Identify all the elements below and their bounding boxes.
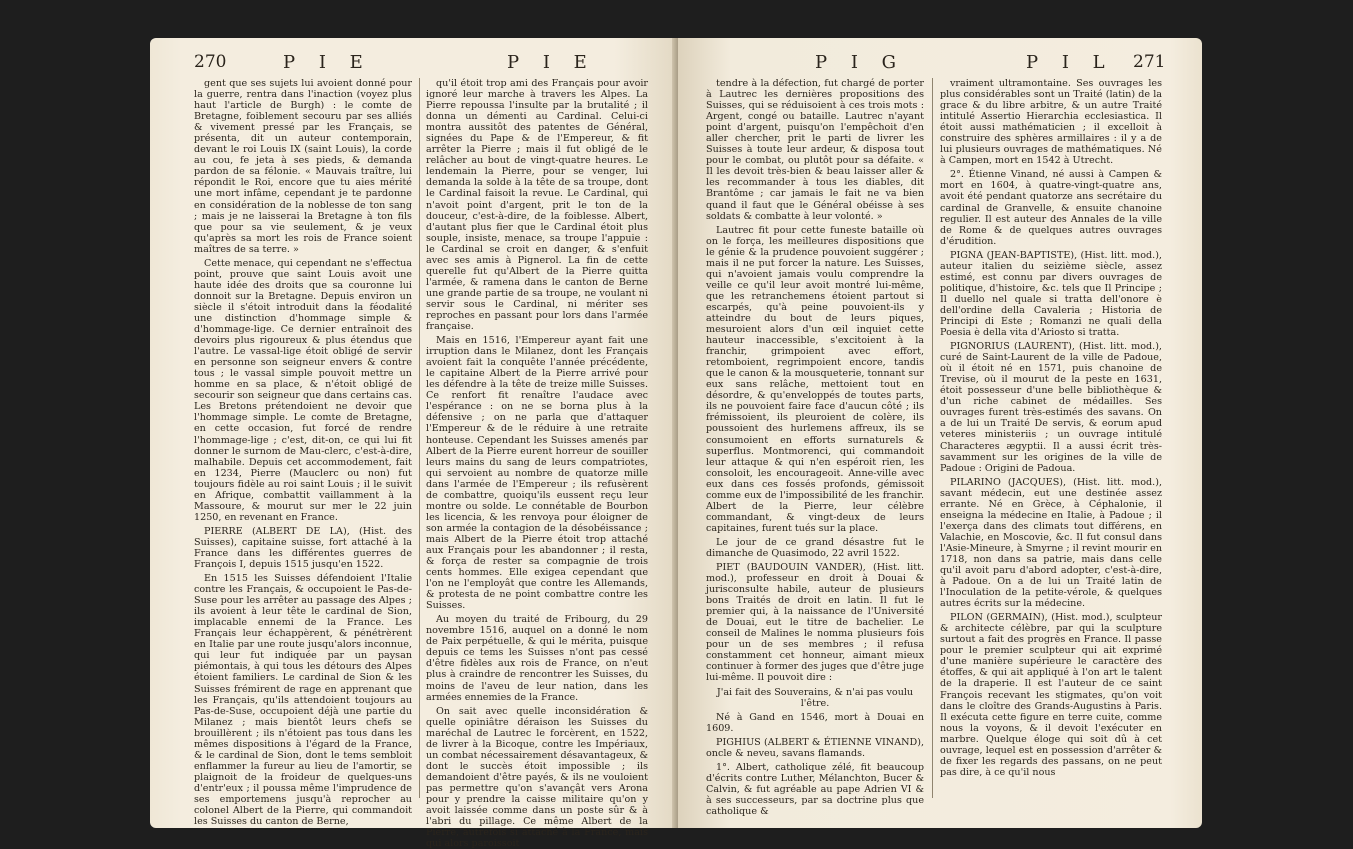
right-page-header	[678, 52, 1202, 78]
paragraph: Le jour de ce grand désastre fut le dimanche de Quasimodo, 22 avril 1522.	[706, 536, 924, 559]
left-page-number: 270	[194, 52, 227, 72]
right-page-number: 271	[1133, 52, 1166, 72]
right-running-head-2: P I L	[1026, 52, 1114, 73]
column-rule	[419, 78, 420, 798]
paragraph: Lautrec fit pour cette funeste bataille où on le força, les meilleures dispositions que le génie & la prudence pouvoient suggérer ; mais il ne put forcer la nature. Les Suisses, qui n'avoient jamais voulu comprendre la veille ce qu'il leur avoit montré lui-même, que les retranchemens étoient partout si escarpés, qu'à peine pouvoient-ils y atteindre du bout de leurs piques, mesuroient alors d'un œil inquiet cette hauteur inaccessible, s'excitoient à la franchir, grimpoient avec effort, retomboient, regrimpoient encore, tandis que le canon & la mousqueterie, tonnant sur eux sans relâche, mettoient tout en désordre, & qu'enveloppés de toutes parts, ils ne pouvoient faire face d'aucun côté ; ils frémissoient, ils pleuroient de colère, ils poussoient des hurlemens affreux, ils se consumoient en efforts surnaturels & superflus. Montmorenci, qui commandoit leur attaque & qui n'en espéroit rien, les consoloit, les encourageoit. Anne-ville avec eux dans ces fossés profonds, gémissoit comme eux de l'impossibilité de les franchir. Albert de la Pierre, leur célèbre commandant, & vingt-deux de leurs capitaines, furent tués sur la place.	[706, 224, 924, 534]
right-running-head-1: P I G	[815, 52, 906, 73]
paragraph: vraiment ultramontaine. Ses ouvrages les plus considérables sont un Traité (latin) de la grace & du libre arbitre, & un autre Traité intitulé Assertio Hierarchia ecclesiastica. Il étoit aussi mathématicien ; il excelloit à construire des sphères armillaires : il y a de lui plusieurs ouvrages de mathématiques. Né à Campen, mort en 1542 à Utrecht.	[940, 78, 1162, 167]
right-page-column-1	[706, 78, 924, 818]
left-page-header	[150, 52, 678, 78]
left-page-column-1	[194, 78, 412, 828]
paragraph: PILARINO (JACQUES), (Hist. litt. mod.), savant médecin, eut une destinée assez errante. Né en Grèce, à Céphalonie, il enseigna la médecine en Italie, à Padoue ; il l'exerça dans des climats tout différens, en Valachie, en Moscovie, &c. Il fut consul dans l'Asie-Mineure, à Smyrne ; il revint mourir en 1718, non dans sa patrie, mais dans celle qu'il avoit paru d'abord adopter, c'est-à-dire, à Padoue. On a de lui un Traité latin de l'Inoculation de la petite-vérole, & quelques autres écrits sur la médecine.	[940, 476, 1162, 610]
paragraph: PIGHIUS (ALBERT & ÉTIENNE VINAND), oncle & neveu, savans flamands.	[706, 736, 924, 759]
paragraph: 2°. Étienne Vinand, né aussi à Campen & mort en 1604, à quatre-vingt-quatre ans, avoit été pendant quatorze ans secrétaire du cardinal de Granvelle, & ensuite chanoine regulier. Il est auteur des Annales de la ville de Rome & de quelques autres ouvrages d'érudition.	[940, 169, 1162, 247]
right-page-column-2	[940, 78, 1162, 818]
left-running-head-2: P I E	[507, 52, 596, 73]
paragraph: tendre à la défection, fut chargé de porter à Lautrec les dernières propositions des Suisses, qui se réduisoient à ces trois mots : Argent, congé ou bataille. Lautrec n'ayant point d'argent, puisqu'on l'empêchoit d'en aller chercher, prit le parti de livrer les Suisses à toute leur ardeur, & disposa tout pour le combat, ou plutôt pour sa défaite. « Il les devoit très-bien & beau laisser aller & les recommander à tous les diables, dit Brantôme ; car jamais le fait ne va bien quand il faut que le Général obéisse à ses soldats & combatte à leur volonté. »	[706, 78, 924, 222]
paragraph: PIGNA (JEAN-BAPTISTE), (Hist. litt. mod.), auteur italien du seizième siècle, assez estimé, est connu par divers ouvrages de politique, d'histoire, &c. tels que Il Principe ; Il duello nel quale si tratta dell'onore è dell'ordine della Cavaleria ; Historia de Principi di Este ; Romanzi ne quali della Poesia è della vita d'Ariosto si tratta.	[940, 249, 1162, 339]
paragraph: Cette menace, qui cependant ne s'effectua point, prouve que saint Louis avoit une haute idée des droits que sa couronne lui donnoit sur la Bretagne. Depuis environ un siècle il s'étoit introduit dans la féodalité une distinction d'hommage simple & d'hommage-lige. Ce dernier entraînoit des devoirs plus rigoureux & plus étendus que l'autre. Le vassal-lige étoit obligé de servir en personne son seigneur envers & contre tous ; le vassal simple pouvoit mettre un homme en sa place, & n'étoit obligé de secourir son seigneur que dans certains cas. Les Bretons prétendoient ne devoir que l'hommage simple. Le comte de Bretagne, en cette occasion, fut forcé de rendre l'hommage-lige ; c'est, dit-on, ce qui lui fit donner le surnom de Mau-clerc, c'est-à-dire, malhabile. Depuis cet accommodement, fait en 1234, Pierre (Mauclerc ou non) fut toujours fidèle au roi saint Louis ; il le suivit en Afrique, combattit vaillamment à la Massoure, & mourut sur mer le 22 juin 1250, en revenant en France.	[194, 257, 412, 523]
left-page-column-2	[426, 78, 648, 849]
paragraph: PIET (BAUDOUIN VANDER), (Hist. litt. mod.), professeur en droit à Douai & jurisconsulte habile, auteur de plusieurs bons Traités de droit en latin. Il fut le premier qui, à la naissance de l'Université de Douai, eut le titre de bachelier. Le conseil de Malines le nomma plusieurs fois pour un de ses membres ; il refusa constamment cet honneur, aimant mieux continuer à former des juges que d'être juge lui-même. Il pouvoit dire :	[706, 562, 924, 684]
paragraph: Au moyen du traité de Fribourg, du 29 novembre 1516, auquel on a donné le nom de Paix perpétuelle, & qui le mérita, puisque depuis ce tems les Suisses n'ont pas cessé d'être fidèles aux rois de France, on n'eut plus à craindre de rencontrer les Suisses, du moins de l'aveu de leur nation, dans les armées ennemies de la France.	[426, 614, 648, 703]
verse-line: J'ai fait des Souverains, & n'ai pas voulu l'être.	[716, 686, 914, 709]
paragraph: 1°. Albert, catholique zélé, fit beaucoup d'écrits contre Luther, Mélanchton, Bucer & Calvin, & fut agréable au pape Adrien VI & à ses successeurs, par sa doctrine plus que catholique &	[706, 761, 924, 817]
paragraph: PIGNORIUS (LAURENT), (Hist. litt. mod.), curé de Saint-Laurent de la ville de Padoue, où il étoit né en 1571, puis chanoine de Trevise, où il mourut de la peste en 1631, étoit possesseur d'une belle bibliothèque & d'un riche cabinet de médailles. Ses ouvrages furent très-estimés des savans. On a de lui un Traité De servis, & eorum apud veteres ministeriis ; un ouvrage intitulé Characteres ægyptii. Il a aussi écrit très-savamment sur les origines de la ville de Padoue : Origini de Padoua.	[940, 341, 1162, 474]
paragraph: PIERRE (ALBERT DE LA), (Hist. des Suisses), capitaine suisse, fort attaché à la France dans les différentes guerres de François I, depuis 1515 jusqu'en 1522.	[194, 525, 412, 571]
paragraph: PILON (GERMAIN), (Hist. mod.), sculpteur & architecte célèbre, par qui la sculpture surtout a fait des progrès en France. Il passe pour le premier sculpteur qui ait exprimé d'une manière supérieure le caractère des étoffes, & qui ait appliqué à l'on art le talent de la draperie. Il est l'auteur de ce saint François recevant les stigmates, qu'on voit dans le cloître des Grands-Augustins à Paris. Il exécuta cette figure en terre cuite, comme nous la voyons, & il devoit l'exécuter en marbre. Quelque éloge qui soit dû à cet ouvrage, lequel est en possession d'arrêter & de fixer les regards des passans, on ne peut pas dire, à ce qu'il nous	[940, 612, 1162, 778]
left-page	[150, 38, 678, 849]
paragraph: gent que ses sujets lui avoient donné pour la guerre, rentra dans l'inaction (voyez plus haut l'article de Burgh) : le comte de Bretagne, foiblement secouru par ses alliés & vivement pressé par les Français, se présenta, dit un auteur contemporain, devant le roi Louis IX (saint Louis), la corde au cou, fe jeta à ses pieds, & demanda pardon de sa félonie. « Mauvais traître, lui répondit le Roi, encore que tu aies mérité une mort infâme, cependant je te pardonne en considération de la noblesse de ton sang ; mais je ne laisserai la Bretagne à ton fils que pour sa vie seulement, & je veux qu'après sa mort les rois de France soient maîtres de sa terre. »	[194, 78, 412, 255]
paragraph: Né à Gand en 1546, mort à Douai en 1609.	[706, 711, 924, 734]
open-book	[150, 0, 1202, 849]
paragraph: qu'il étoit trop ami des Français pour avoir ignoré leur marche à travers les Alpes. La Pierre repoussa l'insulte par la brutalité ; il donna un démenti au Cardinal. Celui-ci montra aussitôt des patentes de Général, signées du Pape & de l'Empereur, & fit arrêter la Pierre ; mais il fut obligé de le relâcher au bout de vingt-quatre heures. Le lendemain la Pierre, pour se venger, lui demanda la solde à la tête de sa troupe, dont le Cardinal faisoit la revue. Le Cardinal, qui n'avoit point d'argent, prit le ton de la douceur, c'est-à-dire, de la foiblesse. Albert, d'autant plus fier que le Cardinal étoit plus souple, insiste, menace, sa troupe l'appuie : le Cardinal se croit en danger, & s'enfuit avec ses amis à Pignerol. La fin de cette querelle fut qu'Albert de la Pierre quitta l'armée, & ramena dans le canton de Berne une grande partie de sa troupe, ne voulant ni servir sous le Cardinal, ni mériter ses reproches en passant pour lors dans l'armée française.	[426, 78, 648, 333]
paragraph: En 1515 les Suisses défendoient l'Italie contre les Français, & occupoient le Pas-de-Suse pour les arrêter au passage des Alpes ; ils avoient à leur tête le cardinal de Sion, implacable ennemi de la France. Les Français leur échappèrent, & pénétrèrent en Italie par une route jusqu'alors inconnue, qui leur fut indiquée par un paysan piémontais, à qui tous les détours des Alpes étoient familiers. Le cardinal de Sion & les Suisses frémirent de rage en apprenant que les Français, qu'ils attendoient toujours au Pas-de-Suse, occupoient déjà une partie du Milanez ; mais bientôt leurs chefs se brouillèrent ; ils n'étoient pas tous dans les mêmes dispositions à l'égard de la France, & le cardinal de Sion, dont le tems sembloit enflammer la fureur au lieu de l'amortir, se plaignoit de la froideur de quelques-uns d'entr'eux ; il poussa même l'imprudence de ses emportemens jusqu'à reprocher au colonel Albert de la Pierre, qui commandoit les Suisses du canton de Berne,	[194, 573, 412, 828]
left-running-head-1: P I E	[283, 52, 372, 73]
paragraph: Mais en 1516, l'Empereur ayant fait une irruption dans le Milanez, dont les Français avoient fait la conquête l'année précédente, le capitaine Albert de la Pierre arrivé pour les défendre à la tête de treize mille Suisses. Ce renfort fit renaître l'audace avec l'espérance : on ne se borna plus à la défensive ; on ne parla que d'attaquer l'Empereur & de le réduire à une retraite honteuse. Cependant les Suisses amenés par Albert de la Pierre eurent horreur de souiller leurs mains du sang de leurs compatriotes, qui servoient au nombre de quatorze mille dans l'armée de l'Empereur ; ils refusèrent de combattre, quoiqu'ils eussent reçu leur montre ou solde. Le connétable de Bourbon les licencia, & les renvoya pour éloigner de son armée la contagion de la désobéissance ; mais Albert de la Pierre étoit trop attaché aux Français pour les abandonner ; il resta, & força de rester sa compagnie de trois cents hommes. Elle exigea cependant que l'on ne l'employât que contre les Allemands, & protesta de ne point combattre contre les Suisses.	[426, 335, 648, 612]
column-rule	[932, 78, 933, 798]
paragraph: On sait avec quelle inconsidération & quelle opiniâtre déraison les Suisses du maréchal de Lautrec le forcèrent, en 1522, de livrer à la Bicoque, contre les Impériaux, un combat nécessairement désavantageux, & dont le succès étoit impossible ; ils demandoient d'être payés, & ils ne vouloient pas permettre qu'on s'avançât vers Arona pour y prendre la caisse militaire qu'on y avoit laissée comme dans un poste sûr & à l'abri du pillage. Ce même Albert de la Pierre, autrefois si attaché à la France, mais qui alors paroissoit	[426, 705, 648, 849]
right-page	[678, 38, 1202, 828]
